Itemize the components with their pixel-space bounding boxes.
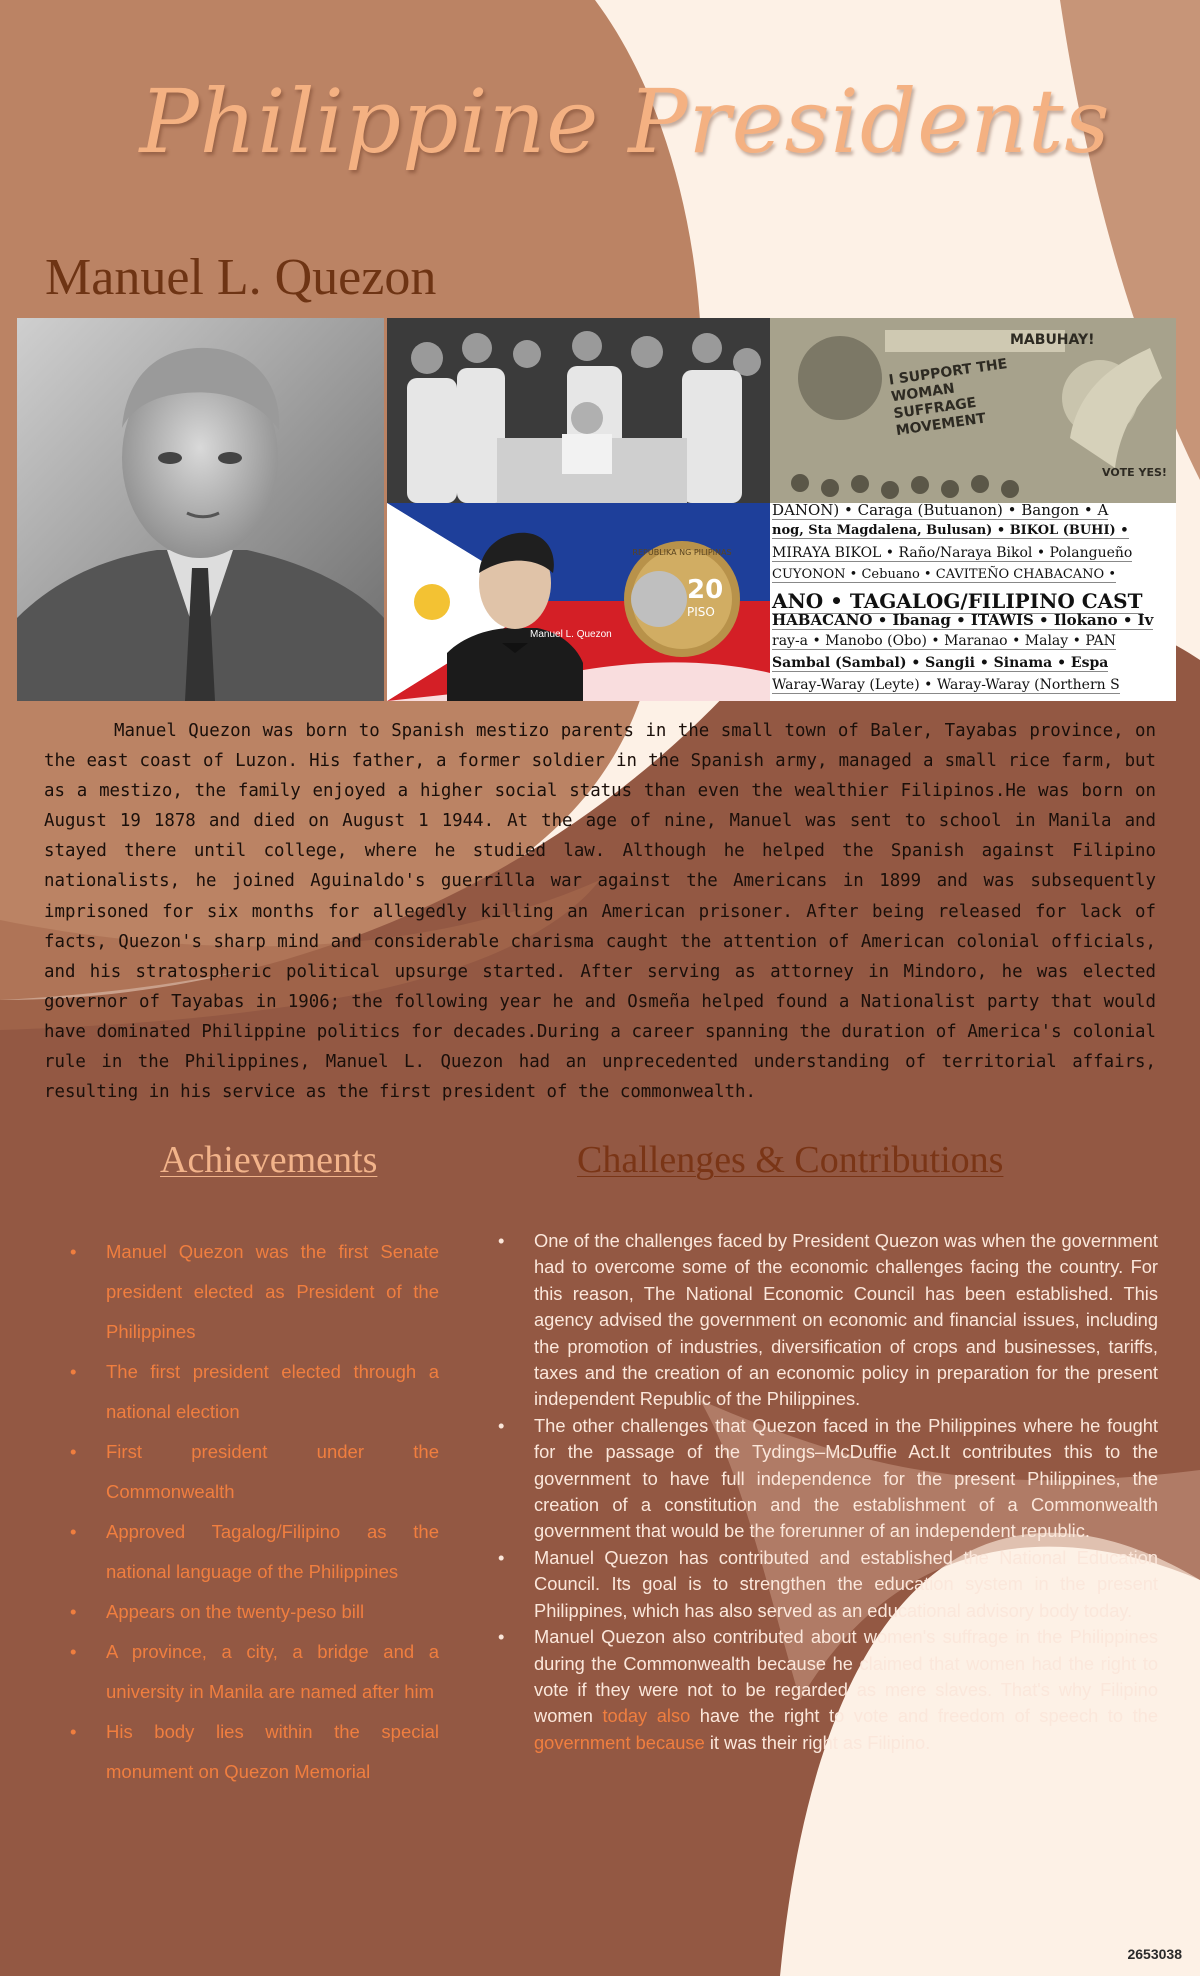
list-item: • Approved Tagalog/Filipino as the national language of the Philippines <box>106 1512 439 1592</box>
coin-text-republika: REPUBLIKA NG PILIPINAS <box>632 548 732 557</box>
president-name: Manuel L. Quezon <box>45 249 437 306</box>
achievements-heading: Achievements <box>160 1139 378 1181</box>
list-item: • His body lies within the special monument on Quezon Memorial <box>106 1712 439 1792</box>
achievements-list <box>106 1232 439 1792</box>
language-line: ANO • TAGALOG/FILIPINO CAST <box>772 589 1143 613</box>
list-item: • First president under the Commonwealth <box>106 1432 439 1512</box>
highlighted-text: government because <box>534 1731 705 1753</box>
suffrage-text-1: Manuel Quezon also contributed about women's suffrage in the Philippines during the Commonwealth because he claimed that women had the right to vote if they were not to be regarded as mere slaves. That's why Filipino women <box>534 1626 1158 1727</box>
list-item: • Manuel Quezon has contributed and established the National Education Council. Its goal is to strengthen the education system in the present Philippines, which has also served as an educational advisory body today. <box>534 1545 1158 1624</box>
language-line: Sambal (Sambal) • Sangii • Sinama • Espa <box>772 655 1109 671</box>
challenges-list <box>534 1228 1158 1756</box>
cartoon-text-vote: VOTE YES! <box>1102 466 1167 479</box>
language-line: DANON) • Caraga (Butuanon) • Bangon • A <box>772 503 1109 519</box>
suffrage-cartoon <box>770 318 1176 503</box>
list-item: • Appears on the twenty-peso bill <box>106 1592 439 1632</box>
language-line: MIRAYA BIKOL • Raño/Naraya Bikol • Polangueño <box>772 545 1133 561</box>
language-line: Waray-Waray (Leyte) • Waray-Waray (Northern S <box>772 677 1120 693</box>
list-item: • Manuel Quezon was the first Senate president elected as President of the Philippines <box>106 1232 439 1352</box>
page-code: 2653038 <box>1127 1946 1182 1962</box>
list-item: • The first president elected through a national election <box>106 1352 439 1432</box>
cartoon-text-mabuhay: MABUHAY! <box>1010 332 1095 348</box>
challenges-heading: Challenges & Contributions <box>577 1139 1004 1181</box>
biography-paragraph: Manuel Quezon was born to Spanish mestizo parents in the small town of Baler, Tayabas province, on the east coast of Luzon. His father, a former soldier in the Spanish army, managed a small rice farm, but as a mestizo, the family enjoyed a higher social status than even the wealthier Filipinos.He was born on August 19 1878 and died on August 1 1944. At the age of nine, Manuel was sent to school in Manila and stayed there until college, where he studied law. Although he helped the Spanish against Filipino nationalists, he joined Aguinaldo's guerrilla war against the Americans in 1899 and was subsequently imprisoned for six months for allegedly killing an American prisoner. After being released for lack of facts, Quezon's sharp mind and considerable charisma caught the attention of American colonial officials, and his stratospheric political upsurge started. After serving as attorney in Mindoro, he was elected governor of Tayabas in 1906; the following year he and Osmeña helped found a Nationalist party that would have dominated Philippine politics for decades.During a career spanning the duration of America's colonial rule in the Philippines, Manuel L. Quezon had an unprecedented understanding of territorial affairs, resulting in his service as the first president of the commonwealth. <box>44 721 1156 1103</box>
list-item: • One of the challenges faced by President Quezon was when the government had to overcome some of the economic challenges facing the country. For this reason, The National Economic Council has been established. This agency advised the government on economic and financial issues, including the promotion of industries, diversification of crops and businesses, tariffs, taxes and the creation of an economic policy in preparation for the present independent Republic of the Philippines. <box>534 1228 1158 1413</box>
language-line: HABACANO • Ibanag • ITAWIS • Ilokano • Iv <box>772 611 1154 629</box>
twenty-peso-image <box>387 503 770 701</box>
cartoon-text-support: I SUPPORT THE WOMAN SUFFRAGE MOVEMENT <box>887 356 1009 440</box>
language-list <box>770 503 1176 701</box>
suffrage-text-3: it was their right as Filipino. <box>704 1731 931 1753</box>
portrait-photo <box>17 318 384 701</box>
banknote-caption: Manuel L. Quezon <box>530 629 612 640</box>
list-item <box>534 1624 1158 1756</box>
coin-denomination: 20 <box>687 575 724 605</box>
coin-currency: PISO <box>687 605 715 619</box>
language-line: ray-a • Manobo (Obo) • Maranao • Malay • PAN <box>772 633 1116 649</box>
page-title: Philippine Presidents <box>139 70 1111 173</box>
suffrage-text-2: have the right to vote and freedom of speech to the <box>690 1705 1158 1727</box>
list-item: • A province, a city, a bridge and a university in Manila are named after him <box>106 1632 439 1712</box>
signing-photo <box>387 318 770 503</box>
language-line: nog, Sta Magdalena, Bulusan) • BIKOL (BUHI) • <box>772 523 1129 538</box>
languages-poster <box>770 503 1176 701</box>
list-item: • The other challenges that Quezon faced in the Philippines where he fought for the passage of the Tydings–McDuffie Act.It contributes this to the government to have full independence for the present Philippines, the creation of a constitution and the establishment of a Commonwealth government that would be the forerunner of an independent republic. <box>534 1413 1158 1545</box>
language-line: CUYONON • Cebuano • CAVITEÑO CHABACANO • <box>772 567 1117 582</box>
highlighted-text: today also <box>602 1705 691 1727</box>
photo-collage <box>17 318 1176 701</box>
